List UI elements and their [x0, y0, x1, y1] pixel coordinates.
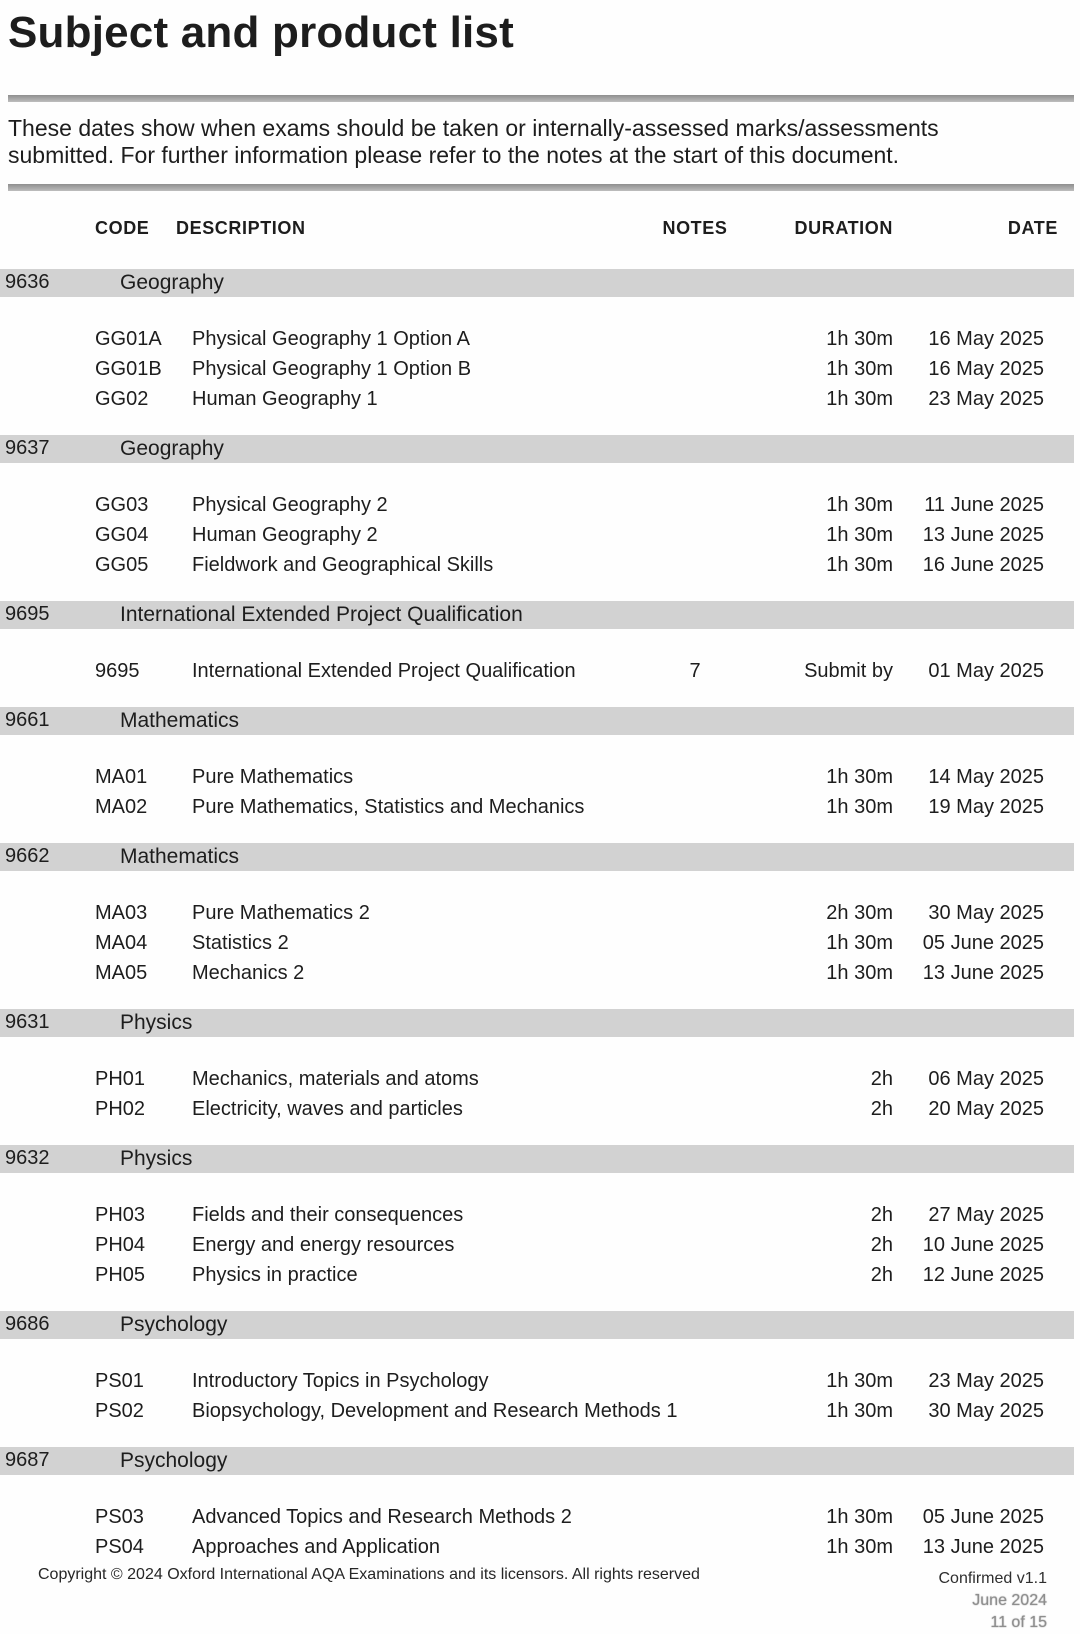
- cell-date: 30 May 2025: [928, 1399, 1044, 1422]
- cell-date: 05 June 2025: [922, 1505, 1044, 1528]
- section-subject: Geography: [120, 270, 224, 294]
- section-subject: International Extended Project Qualification: [120, 602, 523, 626]
- cell-description: International Extended Project Qualification: [192, 659, 576, 682]
- table-row: [0, 324, 1080, 354]
- cell-description: Physical Geography 1 Option A: [192, 327, 470, 350]
- cell-code: MA03: [95, 901, 148, 924]
- table-row: [0, 762, 1080, 792]
- section-subject: Geography: [120, 436, 224, 460]
- cell-duration: 1h 30m: [826, 795, 893, 818]
- subject-section: [0, 1447, 1080, 1562]
- horizontal-divider: [8, 184, 1074, 191]
- section-code: 9662: [5, 845, 50, 868]
- cell-description: Pure Mathematics: [192, 765, 354, 788]
- cell-description: Biopsychology, Development and Research Methods 1: [192, 1399, 678, 1422]
- table-row: [0, 1502, 1080, 1532]
- section-subject: Mathematics: [120, 708, 240, 732]
- issue-date: June 2024: [972, 1592, 1047, 1609]
- cell-code: PS03: [95, 1505, 144, 1528]
- cell-date: 10 June 2025: [922, 1233, 1044, 1256]
- header-date: DATE: [1007, 218, 1058, 239]
- table-row: [0, 354, 1080, 384]
- cell-date: 19 May 2025: [928, 795, 1044, 818]
- table-header-row: [0, 217, 1080, 241]
- section-rows: [0, 1200, 1080, 1290]
- table-row: [0, 550, 1080, 580]
- table-row: [0, 656, 1080, 686]
- section-code: 9636: [5, 271, 50, 294]
- subject-section: [0, 707, 1080, 822]
- cell-duration: 1h 30m: [826, 357, 893, 380]
- cell-duration: 1h 30m: [826, 553, 893, 576]
- section-band: [0, 601, 1074, 629]
- cell-code: PH05: [95, 1263, 146, 1286]
- table-row: [0, 958, 1080, 988]
- table-row: [0, 1532, 1080, 1562]
- section-code: 9661: [5, 709, 50, 732]
- cell-duration: 2h: [870, 1067, 893, 1090]
- section-rows: [0, 1366, 1080, 1426]
- section-subject: Psychology: [120, 1448, 228, 1472]
- section-rows: [0, 898, 1080, 988]
- cell-description: Physics in practice: [192, 1263, 358, 1286]
- table-row: [0, 1200, 1080, 1230]
- cell-date: 11 June 2025: [924, 493, 1044, 516]
- section-subject: Physics: [120, 1146, 193, 1170]
- table-row: [0, 490, 1080, 520]
- cell-date: 14 May 2025: [928, 765, 1044, 788]
- cell-description: Pure Mathematics 2: [192, 901, 370, 924]
- cell-duration: 2h: [870, 1263, 893, 1286]
- section-band: [0, 707, 1074, 735]
- cell-duration: 2h: [870, 1097, 893, 1120]
- section-code: 9695: [5, 603, 50, 626]
- cell-description: Human Geography 2: [192, 523, 378, 546]
- cell-duration: 1h 30m: [826, 1505, 893, 1528]
- cell-description: Mechanics, materials and atoms: [192, 1067, 479, 1090]
- cell-date: 16 May 2025: [928, 357, 1044, 380]
- cell-duration: 1h 30m: [826, 327, 893, 350]
- cell-description: Mechanics 2: [192, 961, 305, 984]
- cell-code: 9695: [95, 659, 140, 682]
- cell-code: GG01B: [95, 357, 162, 380]
- cell-duration: 1h 30m: [826, 931, 893, 954]
- cell-code: PS01: [95, 1369, 144, 1392]
- cell-date: 13 June 2025: [922, 1535, 1044, 1558]
- intro-text: These dates show when exams should be taken or internally-assessed marks/assessments submitted. For further information please refer to the notes at the start of this document.: [8, 114, 939, 168]
- cell-description: Physical Geography 1 Option B: [192, 357, 472, 380]
- section-band: [0, 435, 1074, 463]
- table-row: [0, 792, 1080, 822]
- table-body: [0, 269, 1080, 1562]
- cell-duration: 1h 30m: [826, 1369, 893, 1392]
- document-meta: [939, 1568, 1048, 1634]
- section-code: 9631: [5, 1011, 50, 1034]
- cell-date: 20 May 2025: [928, 1097, 1044, 1120]
- section-rows: [0, 1502, 1080, 1562]
- header-duration: DURATION: [794, 218, 893, 239]
- section-rows: [0, 490, 1080, 580]
- cell-notes: 7: [689, 659, 701, 682]
- cell-code: GG01A: [95, 327, 162, 350]
- cell-code: PH04: [95, 1233, 146, 1256]
- cell-date: 06 May 2025: [928, 1067, 1044, 1090]
- cell-duration: Submit by: [804, 659, 893, 682]
- cell-code: MA04: [95, 931, 148, 954]
- section-rows: [0, 1064, 1080, 1124]
- section-band: [0, 1311, 1074, 1339]
- cell-duration: 1h 30m: [826, 493, 893, 516]
- cell-duration: 1h 30m: [826, 1399, 893, 1422]
- section-code: 9686: [5, 1313, 50, 1336]
- cell-description: Pure Mathematics, Statistics and Mechanics: [192, 795, 585, 818]
- table-row: [0, 898, 1080, 928]
- cell-description: Introductory Topics in Psychology: [192, 1369, 489, 1392]
- cell-date: 13 June 2025: [922, 523, 1044, 546]
- section-subject: Mathematics: [120, 844, 240, 868]
- document-page: [0, 8, 1080, 1631]
- section-code: 9687: [5, 1449, 50, 1472]
- cell-code: GG04: [95, 523, 149, 546]
- section-code: 9632: [5, 1147, 50, 1170]
- cell-code: PH01: [95, 1067, 146, 1090]
- cell-code: PH02: [95, 1097, 146, 1120]
- cell-date: 27 May 2025: [928, 1203, 1044, 1226]
- section-rows: [0, 762, 1080, 822]
- section-band: [0, 1009, 1074, 1037]
- subject-section: [0, 269, 1080, 414]
- cell-date: 16 June 2025: [922, 553, 1044, 576]
- header-notes: NOTES: [662, 218, 728, 239]
- section-band: [0, 843, 1074, 871]
- cell-date: 16 May 2025: [928, 327, 1044, 350]
- section-code: 9637: [5, 437, 50, 460]
- cell-duration: 1h 30m: [826, 961, 893, 984]
- subject-section: [0, 1311, 1080, 1426]
- cell-code: GG02: [95, 387, 149, 410]
- header-code: CODE: [95, 218, 150, 239]
- table-row: [0, 1230, 1080, 1260]
- cell-description: Approaches and Application: [192, 1535, 440, 1558]
- cell-code: GG05: [95, 553, 149, 576]
- cell-date: 12 June 2025: [922, 1263, 1044, 1286]
- section-subject: Psychology: [120, 1312, 228, 1336]
- cell-description: Human Geography 1: [192, 387, 378, 410]
- subject-section: [0, 435, 1080, 580]
- cell-duration: 1h 30m: [826, 387, 893, 410]
- cell-duration: 2h: [870, 1203, 893, 1226]
- cell-description: Energy and energy resources: [192, 1233, 455, 1256]
- copyright-text: Copyright © 2024 Oxford International AQA Examinations and its licensors. All rights reserved: [38, 1566, 700, 1583]
- cell-description: Fieldwork and Geographical Skills: [192, 553, 494, 576]
- horizontal-divider: [8, 95, 1074, 102]
- subject-section: [0, 1009, 1080, 1124]
- cell-code: PH03: [95, 1203, 146, 1226]
- table-row: [0, 928, 1080, 958]
- table-row: [0, 1064, 1080, 1094]
- page-indicator: 11 of 15: [990, 1614, 1047, 1631]
- cell-description: Electricity, waves and particles: [192, 1097, 463, 1120]
- cell-duration: 2h 30m: [826, 901, 893, 924]
- subject-section: [0, 843, 1080, 988]
- cell-code: PS04: [95, 1535, 144, 1558]
- cell-date: 05 June 2025: [922, 931, 1044, 954]
- cell-code: MA02: [95, 795, 148, 818]
- cell-duration: 1h 30m: [826, 523, 893, 546]
- section-rows: [0, 324, 1080, 414]
- cell-duration: 1h 30m: [826, 765, 893, 788]
- cell-description: Advanced Topics and Research Methods 2: [192, 1505, 572, 1528]
- cell-code: GG03: [95, 493, 149, 516]
- cell-duration: 1h 30m: [826, 1535, 893, 1558]
- table-row: [0, 520, 1080, 550]
- table-row: [0, 1366, 1080, 1396]
- cell-code: MA05: [95, 961, 148, 984]
- subject-section: [0, 601, 1080, 686]
- section-band: [0, 1145, 1074, 1173]
- cell-date: 23 May 2025: [928, 387, 1044, 410]
- cell-description: Fields and their consequences: [192, 1203, 464, 1226]
- cell-date: 23 May 2025: [928, 1369, 1044, 1392]
- cell-duration: 2h: [870, 1233, 893, 1256]
- section-band: [0, 1447, 1074, 1475]
- table-row: [0, 1396, 1080, 1426]
- cell-date: 13 June 2025: [922, 961, 1044, 984]
- header-description: DESCRIPTION: [176, 218, 306, 239]
- section-subject: Physics: [120, 1010, 193, 1034]
- table-row: [0, 384, 1080, 414]
- section-rows: [0, 656, 1080, 686]
- cell-code: MA01: [95, 765, 148, 788]
- cell-date: 01 May 2025: [928, 659, 1044, 682]
- table-row: [0, 1094, 1080, 1124]
- subject-section: [0, 1145, 1080, 1290]
- cell-date: 30 May 2025: [928, 901, 1044, 924]
- table-row: [0, 1260, 1080, 1290]
- cell-code: PS02: [95, 1399, 144, 1422]
- version-label: Confirmed v1.1: [938, 1570, 1047, 1587]
- cell-description: Physical Geography 2: [192, 493, 388, 516]
- section-band: [0, 269, 1074, 297]
- cell-description: Statistics 2: [192, 931, 289, 954]
- page-title: Subject and product list: [8, 8, 514, 57]
